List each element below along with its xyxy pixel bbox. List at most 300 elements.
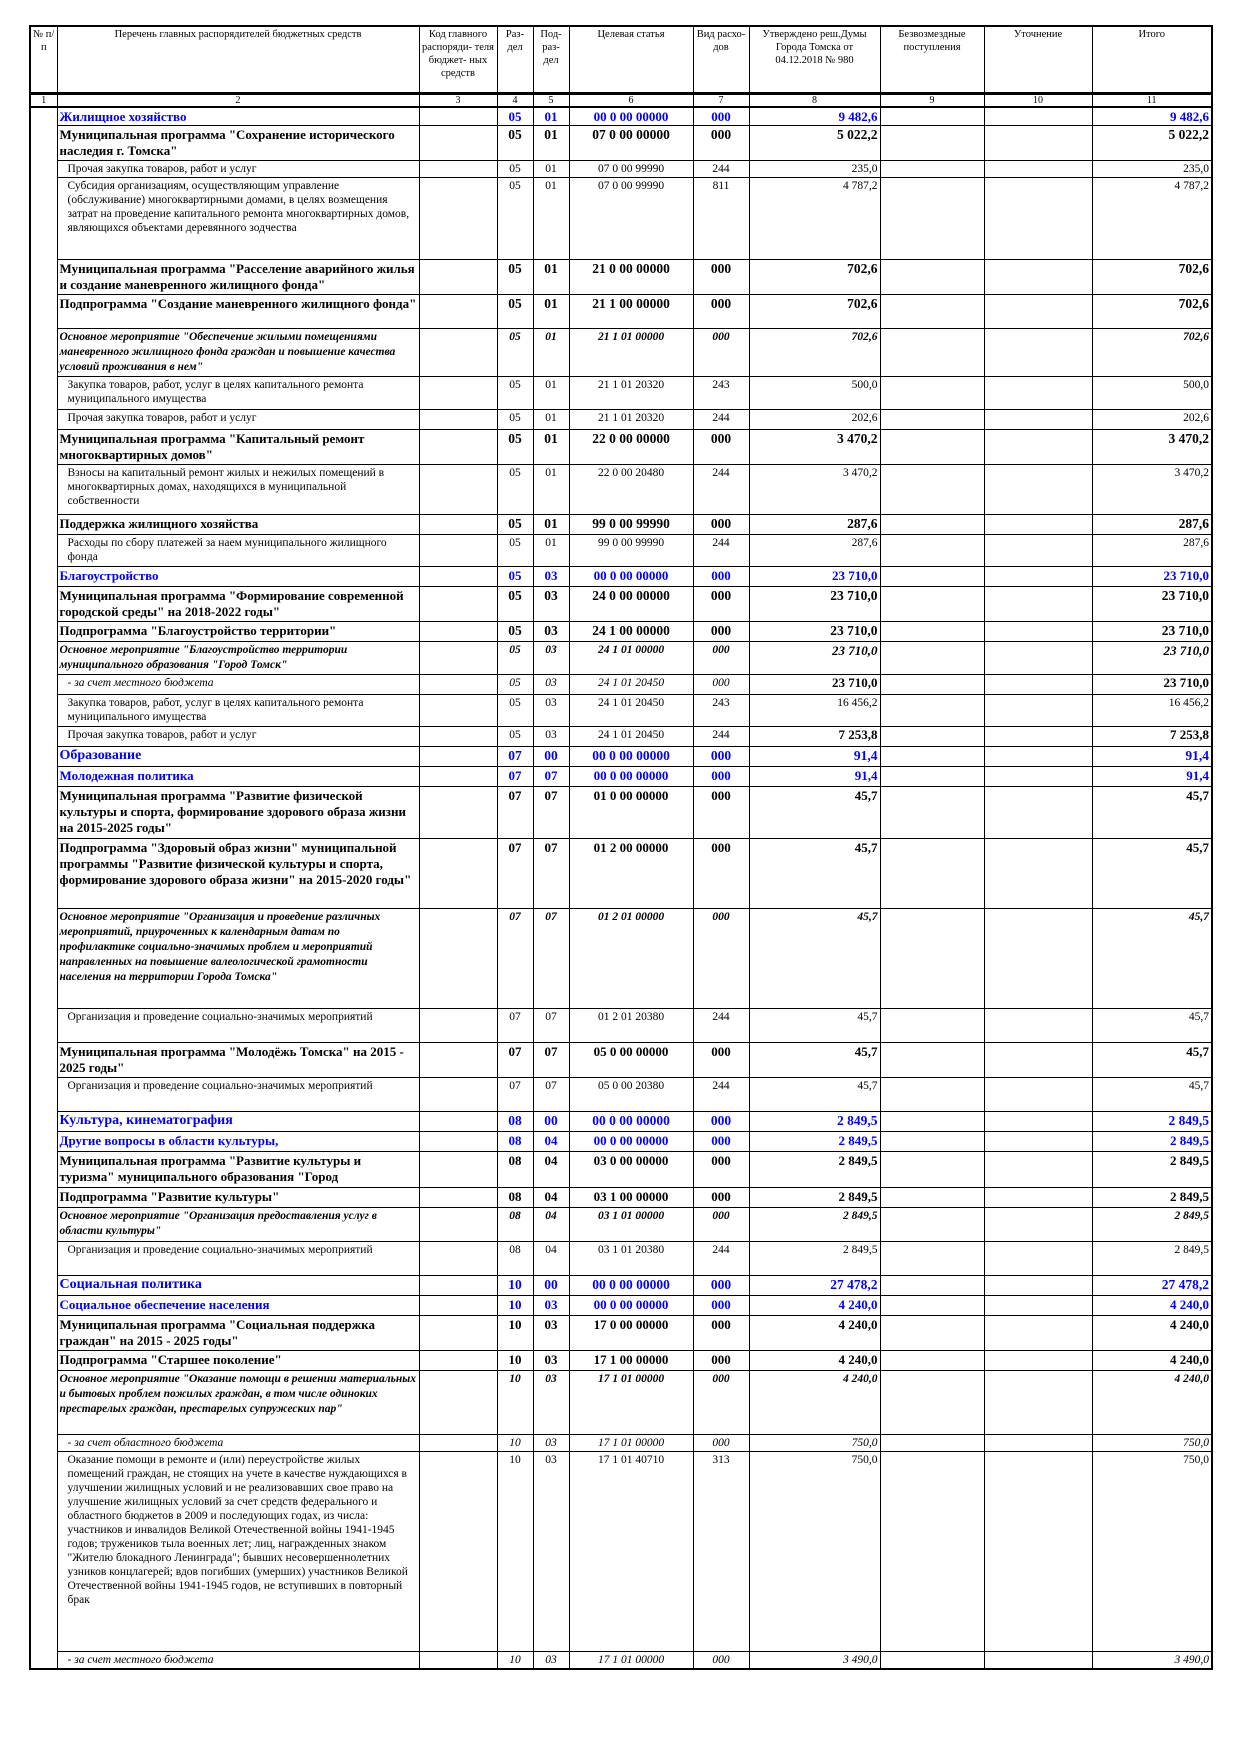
row-name: Оказание помощи в ремонте и (или) переустройстве жилых помещений граждан, не стоящих на учете в качестве нуждающихся в улучшении жилищных условий и не реализовавших свое право на улучшение жилищных условий за счет средств федерального и областного бюджетов в 2009 и последующих годах, из числа: участников и инвалидов Великой Отечественной войны 1941-1945 годов; тружеников тыла военных лет; лиц, награжденных знаком "Жителю блокадного Ленинграда"; бывших несовершеннолетних узников концлагерей; вдов погибших (умерших) участников Великой Отечественной войны 1941-1945 годов, не вступивших в повторный брак	[57, 1452, 419, 1652]
row-approved: 4 240,0	[749, 1296, 880, 1316]
row-expense-type: 000	[693, 1316, 749, 1351]
row-total: 750,0	[1092, 1435, 1212, 1452]
row-expense-type: 244	[693, 1078, 749, 1112]
table-row	[30, 1112, 1212, 1132]
row-podrazdel: 01	[533, 535, 569, 567]
row-target-article: 00 0 00 00000	[569, 1276, 693, 1296]
row-expense-type: 000	[693, 126, 749, 161]
row-total: 500,0	[1092, 377, 1212, 410]
row-razdel: 08	[497, 1188, 533, 1208]
header-razdel: Раз- дел	[497, 26, 533, 94]
row-total: 4 787,2	[1092, 178, 1212, 260]
row-target-article: 07 0 00 99990	[569, 178, 693, 260]
row-total: 235,0	[1092, 161, 1212, 178]
row-target-article: 21 1 00 00000	[569, 295, 693, 329]
row-total: 4 240,0	[1092, 1351, 1212, 1371]
row-target-article: 01 2 01 00000	[569, 909, 693, 1009]
row-approved: 4 787,2	[749, 178, 880, 260]
row-podrazdel: 07	[533, 1043, 569, 1078]
row-podrazdel: 03	[533, 675, 569, 695]
row-target-article: 01 0 00 00000	[569, 787, 693, 839]
row-approved: 23 710,0	[749, 567, 880, 587]
row-target-article: 17 1 01 40710	[569, 1452, 693, 1652]
row-expense-type: 000	[693, 295, 749, 329]
row-approved: 23 710,0	[749, 642, 880, 675]
row-podrazdel: 07	[533, 1078, 569, 1112]
table-row	[30, 535, 1212, 567]
table-row	[30, 622, 1212, 642]
row-target-article: 01 2 01 20380	[569, 1009, 693, 1043]
row-expense-type: 000	[693, 642, 749, 675]
column-number: 8	[749, 94, 880, 108]
row-name: Подпрограмма "Благоустройство территории"	[57, 622, 419, 642]
row-total: 2 849,5	[1092, 1112, 1212, 1132]
row-expense-type: 000	[693, 1435, 749, 1452]
row-expense-type: 000	[693, 107, 749, 126]
row-razdel: 05	[497, 260, 533, 295]
column-number: 3	[419, 94, 497, 108]
row-approved: 45,7	[749, 1043, 880, 1078]
row-razdel: 08	[497, 1132, 533, 1152]
row-name: Организация и проведение социально-значимых мероприятий	[57, 1078, 419, 1112]
row-expense-type: 000	[693, 787, 749, 839]
row-name: Социальное обеспечение населения	[57, 1296, 419, 1316]
header-grants: Безвозмездные поступления	[880, 26, 984, 94]
row-name: Муниципальная программа "Развитие культуры и туризма" муниципального образования "Город	[57, 1152, 419, 1188]
row-podrazdel: 01	[533, 465, 569, 515]
row-razdel: 07	[497, 1078, 533, 1112]
row-total: 45,7	[1092, 1009, 1212, 1043]
row-expense-type: 000	[693, 1188, 749, 1208]
row-target-article: 24 1 01 20450	[569, 695, 693, 727]
table-row	[30, 329, 1212, 377]
row-expense-type: 244	[693, 535, 749, 567]
row-expense-type: 000	[693, 1351, 749, 1371]
row-name: Жилищное хозяйство	[57, 107, 419, 126]
row-target-article: 03 0 00 00000	[569, 1152, 693, 1188]
row-target-article: 99 0 00 99990	[569, 535, 693, 567]
table-row	[30, 260, 1212, 295]
row-razdel: 05	[497, 515, 533, 535]
row-target-article: 21 1 01 20320	[569, 410, 693, 430]
row-approved: 2 849,5	[749, 1112, 880, 1132]
row-razdel: 05	[497, 107, 533, 126]
header-target-article: Целевая статья	[569, 26, 693, 94]
row-approved: 750,0	[749, 1435, 880, 1452]
row-target-article: 24 1 01 20450	[569, 727, 693, 747]
row-podrazdel: 04	[533, 1188, 569, 1208]
row-target-article: 21 1 01 20320	[569, 377, 693, 410]
row-total: 2 849,5	[1092, 1152, 1212, 1188]
row-podrazdel: 03	[533, 1316, 569, 1351]
table-row	[30, 107, 1212, 126]
row-podrazdel: 03	[533, 1452, 569, 1652]
row-expense-type: 244	[693, 465, 749, 515]
row-approved: 9 482,6	[749, 107, 880, 126]
row-razdel: 07	[497, 909, 533, 1009]
row-target-article: 00 0 00 00000	[569, 567, 693, 587]
row-target-article: 17 1 01 00000	[569, 1435, 693, 1452]
row-podrazdel: 00	[533, 747, 569, 767]
row-total: 45,7	[1092, 1043, 1212, 1078]
row-expense-type: 244	[693, 1242, 749, 1276]
table-row	[30, 675, 1212, 695]
row-podrazdel: 01	[533, 295, 569, 329]
row-expense-type: 000	[693, 260, 749, 295]
row-approved: 2 849,5	[749, 1242, 880, 1276]
row-total: 45,7	[1092, 787, 1212, 839]
row-total: 91,4	[1092, 747, 1212, 767]
column-number: 2	[57, 94, 419, 108]
row-name: Другие вопросы в области культуры,	[57, 1132, 419, 1152]
row-total: 2 849,5	[1092, 1242, 1212, 1276]
column-number: 6	[569, 94, 693, 108]
table-row	[30, 1009, 1212, 1043]
row-expense-type: 000	[693, 1208, 749, 1242]
column-number: 7	[693, 94, 749, 108]
row-name: Молодежная политика	[57, 767, 419, 787]
row-target-article: 21 0 00 00000	[569, 260, 693, 295]
row-expense-type: 000	[693, 567, 749, 587]
column-number: 11	[1092, 94, 1212, 108]
row-podrazdel: 07	[533, 787, 569, 839]
row-razdel: 08	[497, 1112, 533, 1132]
table-row	[30, 1276, 1212, 1296]
header-admin-code: Код главного распоряди- теля бюджет- ных средств	[419, 26, 497, 94]
row-razdel: 05	[497, 161, 533, 178]
row-razdel: 05	[497, 587, 533, 622]
row-target-article: 07 0 00 00000	[569, 126, 693, 161]
row-target-article: 17 1 01 00000	[569, 1652, 693, 1670]
row-approved: 16 456,2	[749, 695, 880, 727]
row-total: 45,7	[1092, 909, 1212, 1009]
row-total: 23 710,0	[1092, 567, 1212, 587]
row-total: 750,0	[1092, 1452, 1212, 1652]
table-row	[30, 787, 1212, 839]
table-row	[30, 515, 1212, 535]
row-podrazdel: 01	[533, 260, 569, 295]
row-expense-type: 000	[693, 515, 749, 535]
row-podrazdel: 03	[533, 567, 569, 587]
row-approved: 3 470,2	[749, 430, 880, 465]
row-target-article: 00 0 00 00000	[569, 747, 693, 767]
row-razdel: 10	[497, 1452, 533, 1652]
row-razdel: 05	[497, 727, 533, 747]
row-approved: 702,6	[749, 329, 880, 377]
row-target-article: 00 0 00 00000	[569, 1112, 693, 1132]
row-approved: 2 849,5	[749, 1132, 880, 1152]
table-row	[30, 178, 1212, 260]
row-approved: 23 710,0	[749, 622, 880, 642]
row-razdel: 07	[497, 747, 533, 767]
row-name: Прочая закупка товаров, работ и услуг	[57, 161, 419, 178]
row-approved: 7 253,8	[749, 727, 880, 747]
row-expense-type: 244	[693, 161, 749, 178]
row-name: Подпрограмма "Здоровый образ жизни" муниципальной программы "Развитие физической культуры и спорта, формирование здорового образа жизни" на 2015-2020 годы"	[57, 839, 419, 909]
row-target-article: 03 1 01 20380	[569, 1242, 693, 1276]
row-total: 9 482,6	[1092, 107, 1212, 126]
row-name: Основное мероприятие "Организация предоставления услуг в области культуры"	[57, 1208, 419, 1242]
row-razdel: 07	[497, 1043, 533, 1078]
row-razdel: 05	[497, 465, 533, 515]
row-name: Образование	[57, 747, 419, 767]
column-number: 5	[533, 94, 569, 108]
row-name: Основное мероприятие "Обеспечение жилыми помещениями маневренного жилищного фонда граждан и повышение качества условий проживания в нем"	[57, 329, 419, 377]
table-row	[30, 465, 1212, 515]
row-podrazdel: 04	[533, 1132, 569, 1152]
row-approved: 45,7	[749, 1078, 880, 1112]
row-podrazdel: 03	[533, 1371, 569, 1435]
row-razdel: 07	[497, 839, 533, 909]
row-razdel: 05	[497, 430, 533, 465]
row-podrazdel: 07	[533, 839, 569, 909]
row-approved: 91,4	[749, 747, 880, 767]
row-target-article: 22 0 00 20480	[569, 465, 693, 515]
column-number: 9	[880, 94, 984, 108]
header-total: Итого	[1092, 26, 1212, 94]
row-total: 16 456,2	[1092, 695, 1212, 727]
row-podrazdel: 01	[533, 178, 569, 260]
row-expense-type: 000	[693, 1296, 749, 1316]
row-approved: 91,4	[749, 767, 880, 787]
row-razdel: 08	[497, 1208, 533, 1242]
row-total: 202,6	[1092, 410, 1212, 430]
row-name: - за счет областного бюджета	[57, 1435, 419, 1452]
row-total: 287,6	[1092, 515, 1212, 535]
budget-table	[29, 25, 1213, 1670]
row-total: 91,4	[1092, 767, 1212, 787]
row-target-article: 99 0 00 99990	[569, 515, 693, 535]
row-total: 2 849,5	[1092, 1132, 1212, 1152]
row-target-article: 17 0 00 00000	[569, 1316, 693, 1351]
row-approved: 45,7	[749, 909, 880, 1009]
row-name: Подпрограмма "Создание маневренного жилищного фонда"	[57, 295, 419, 329]
row-total: 23 710,0	[1092, 675, 1212, 695]
row-expense-type: 000	[693, 675, 749, 695]
row-expense-type: 000	[693, 329, 749, 377]
table-row	[30, 1208, 1212, 1242]
row-podrazdel: 07	[533, 909, 569, 1009]
row-name: Муниципальная программа "Расселение аварийного жилья и создание маневренного жилищного фонда"	[57, 260, 419, 295]
row-target-article: 00 0 00 00000	[569, 107, 693, 126]
row-name: Муниципальная программа "Сохранение исторического наследия г. Томска"	[57, 126, 419, 161]
row-name: Муниципальная программа "Развитие физической культуры и спорта, формирование здорового образа жизни на 2015-2025 годы"	[57, 787, 419, 839]
row-target-article: 24 0 00 00000	[569, 587, 693, 622]
row-podrazdel: 00	[533, 1276, 569, 1296]
row-target-article: 24 1 01 20450	[569, 675, 693, 695]
row-total: 4 240,0	[1092, 1316, 1212, 1351]
table-row	[30, 642, 1212, 675]
table-row	[30, 1435, 1212, 1452]
row-podrazdel: 01	[533, 126, 569, 161]
row-razdel: 05	[497, 535, 533, 567]
row-total: 3 490,0	[1092, 1652, 1212, 1670]
row-expense-type: 000	[693, 1276, 749, 1296]
row-razdel: 08	[497, 1152, 533, 1188]
row-approved: 2 849,5	[749, 1152, 880, 1188]
row-target-article: 01 2 00 00000	[569, 839, 693, 909]
row-total: 7 253,8	[1092, 727, 1212, 747]
table-row	[30, 567, 1212, 587]
row-approved: 750,0	[749, 1452, 880, 1652]
row-expense-type: 811	[693, 178, 749, 260]
row-target-article: 00 0 00 00000	[569, 1132, 693, 1152]
row-target-article: 00 0 00 00000	[569, 767, 693, 787]
row-podrazdel: 00	[533, 1112, 569, 1132]
row-name: Основное мероприятие "Благоустройство территории муниципального образования "Город Томск"	[57, 642, 419, 675]
row-approved: 287,6	[749, 515, 880, 535]
column-number: 4	[497, 94, 533, 108]
row-name: Муниципальная программа "Формирование современной городской среды" на 2018-2022 годы"	[57, 587, 419, 622]
row-name: Расходы по сбору платежей за наем муниципального жилищного фонда	[57, 535, 419, 567]
row-expense-type: 243	[693, 377, 749, 410]
row-expense-type: 313	[693, 1452, 749, 1652]
row-total: 23 710,0	[1092, 587, 1212, 622]
row-name: Организация и проведение социально-значимых мероприятий	[57, 1242, 419, 1276]
row-approved: 45,7	[749, 839, 880, 909]
table-row	[30, 410, 1212, 430]
row-total: 4 240,0	[1092, 1371, 1212, 1435]
row-podrazdel: 03	[533, 1652, 569, 1670]
row-expense-type: 000	[693, 1112, 749, 1132]
table-row	[30, 747, 1212, 767]
row-expense-type: 000	[693, 622, 749, 642]
row-name: Муниципальная программа "Молодёжь Томска" на 2015 - 2025 годы"	[57, 1043, 419, 1078]
row-razdel: 10	[497, 1435, 533, 1452]
row-name: Прочая закупка товаров, работ и услуг	[57, 727, 419, 747]
row-expense-type: 000	[693, 747, 749, 767]
row-podrazdel: 03	[533, 727, 569, 747]
table-row	[30, 767, 1212, 787]
row-target-article: 21 1 01 00000	[569, 329, 693, 377]
table-row	[30, 1078, 1212, 1112]
row-podrazdel: 03	[533, 642, 569, 675]
row-expense-type: 244	[693, 410, 749, 430]
row-podrazdel: 03	[533, 587, 569, 622]
row-podrazdel: 01	[533, 410, 569, 430]
row-name: Культура, кинематография	[57, 1112, 419, 1132]
row-razdel: 10	[497, 1371, 533, 1435]
table-row	[30, 126, 1212, 161]
row-approved: 202,6	[749, 410, 880, 430]
row-approved: 45,7	[749, 1009, 880, 1043]
header-number: № п/п	[30, 26, 57, 94]
row-total: 2 849,5	[1092, 1208, 1212, 1242]
row-expense-type: 244	[693, 1009, 749, 1043]
header-podrazdel: Под- раз- дел	[533, 26, 569, 94]
table-row	[30, 695, 1212, 727]
row-total: 702,6	[1092, 329, 1212, 377]
row-name: Муниципальная программа "Капитальный ремонт многоквартирных домов"	[57, 430, 419, 465]
table-row	[30, 1351, 1212, 1371]
row-approved: 45,7	[749, 787, 880, 839]
table-row	[30, 1043, 1212, 1078]
table-row	[30, 1132, 1212, 1152]
row-expense-type: 000	[693, 767, 749, 787]
column-number: 10	[984, 94, 1092, 108]
row-podrazdel: 01	[533, 107, 569, 126]
row-target-article: 05 0 00 00000	[569, 1043, 693, 1078]
table-row	[30, 1296, 1212, 1316]
row-approved: 4 240,0	[749, 1351, 880, 1371]
table-row	[30, 727, 1212, 747]
row-target-article: 24 1 00 00000	[569, 622, 693, 642]
row-razdel: 05	[497, 410, 533, 430]
header-approved: Утверждено реш.Думы Города Томска от 04.12.2018 № 980	[749, 26, 880, 94]
row-approved: 500,0	[749, 377, 880, 410]
row-name: Благоустройство	[57, 567, 419, 587]
row-total: 5 022,2	[1092, 126, 1212, 161]
row-podrazdel: 03	[533, 695, 569, 727]
row-approved: 27 478,2	[749, 1276, 880, 1296]
row-expense-type: 000	[693, 1371, 749, 1435]
row-podrazdel: 01	[533, 377, 569, 410]
row-razdel: 08	[497, 1242, 533, 1276]
row-expense-type: 000	[693, 1043, 749, 1078]
row-podrazdel: 03	[533, 1351, 569, 1371]
row-expense-type: 243	[693, 695, 749, 727]
table-row	[30, 1371, 1212, 1435]
row-approved: 23 710,0	[749, 675, 880, 695]
row-podrazdel: 01	[533, 430, 569, 465]
row-name: - за счет местного бюджета	[57, 1652, 419, 1670]
row-podrazdel: 04	[533, 1242, 569, 1276]
row-razdel: 07	[497, 787, 533, 839]
row-name: Подпрограмма "Старшее поколение"	[57, 1351, 419, 1371]
table-body	[30, 107, 1212, 1669]
row-total: 23 710,0	[1092, 622, 1212, 642]
row-razdel: 05	[497, 642, 533, 675]
row-target-article: 00 0 00 00000	[569, 1296, 693, 1316]
row-expense-type: 244	[693, 727, 749, 747]
row-approved: 2 849,5	[749, 1188, 880, 1208]
row-name: Организация и проведение социально-значимых мероприятий	[57, 1009, 419, 1043]
row-name: Взносы на капитальный ремонт жилых и нежилых помещений в многоквартирных домах, находящихся в муниципальной собственности	[57, 465, 419, 515]
row-razdel: 07	[497, 1009, 533, 1043]
row-razdel: 10	[497, 1652, 533, 1670]
row-approved: 4 240,0	[749, 1316, 880, 1351]
row-name: Закупка товаров, работ, услуг в целях капитального ремонта муниципального имущества	[57, 377, 419, 410]
table-row	[30, 587, 1212, 622]
row-total: 2 849,5	[1092, 1188, 1212, 1208]
table-row	[30, 909, 1212, 1009]
row-razdel: 07	[497, 767, 533, 787]
row-approved: 23 710,0	[749, 587, 880, 622]
row-target-article: 03 1 00 00000	[569, 1188, 693, 1208]
row-podrazdel: 01	[533, 515, 569, 535]
header-expense-type: Вид расхо- дов	[693, 26, 749, 94]
row-approved: 2 849,5	[749, 1208, 880, 1242]
row-expense-type: 000	[693, 587, 749, 622]
row-target-article: 24 1 01 00000	[569, 642, 693, 675]
row-approved: 5 022,2	[749, 126, 880, 161]
row-approved: 702,6	[749, 260, 880, 295]
table-row	[30, 839, 1212, 909]
row-total: 4 240,0	[1092, 1296, 1212, 1316]
row-target-article: 22 0 00 00000	[569, 430, 693, 465]
row-podrazdel: 03	[533, 1435, 569, 1452]
row-name: Основное мероприятие "Оказание помощи в решении материальных и бытовых проблем пожилых граждан, в том числе одиноких престарелых граждан, престарелых супружеских пар"	[57, 1371, 419, 1435]
row-name: Социальная политика	[57, 1276, 419, 1296]
table-row	[30, 1316, 1212, 1351]
row-target-article: 03 1 01 00000	[569, 1208, 693, 1242]
row-razdel: 05	[497, 377, 533, 410]
row-razdel: 05	[497, 329, 533, 377]
header-name: Перечень главных распорядителей бюджетных средств	[57, 26, 419, 94]
row-razdel: 05	[497, 567, 533, 587]
row-name: Закупка товаров, работ, услуг в целях капитального ремонта муниципального имущества	[57, 695, 419, 727]
row-razdel: 05	[497, 675, 533, 695]
